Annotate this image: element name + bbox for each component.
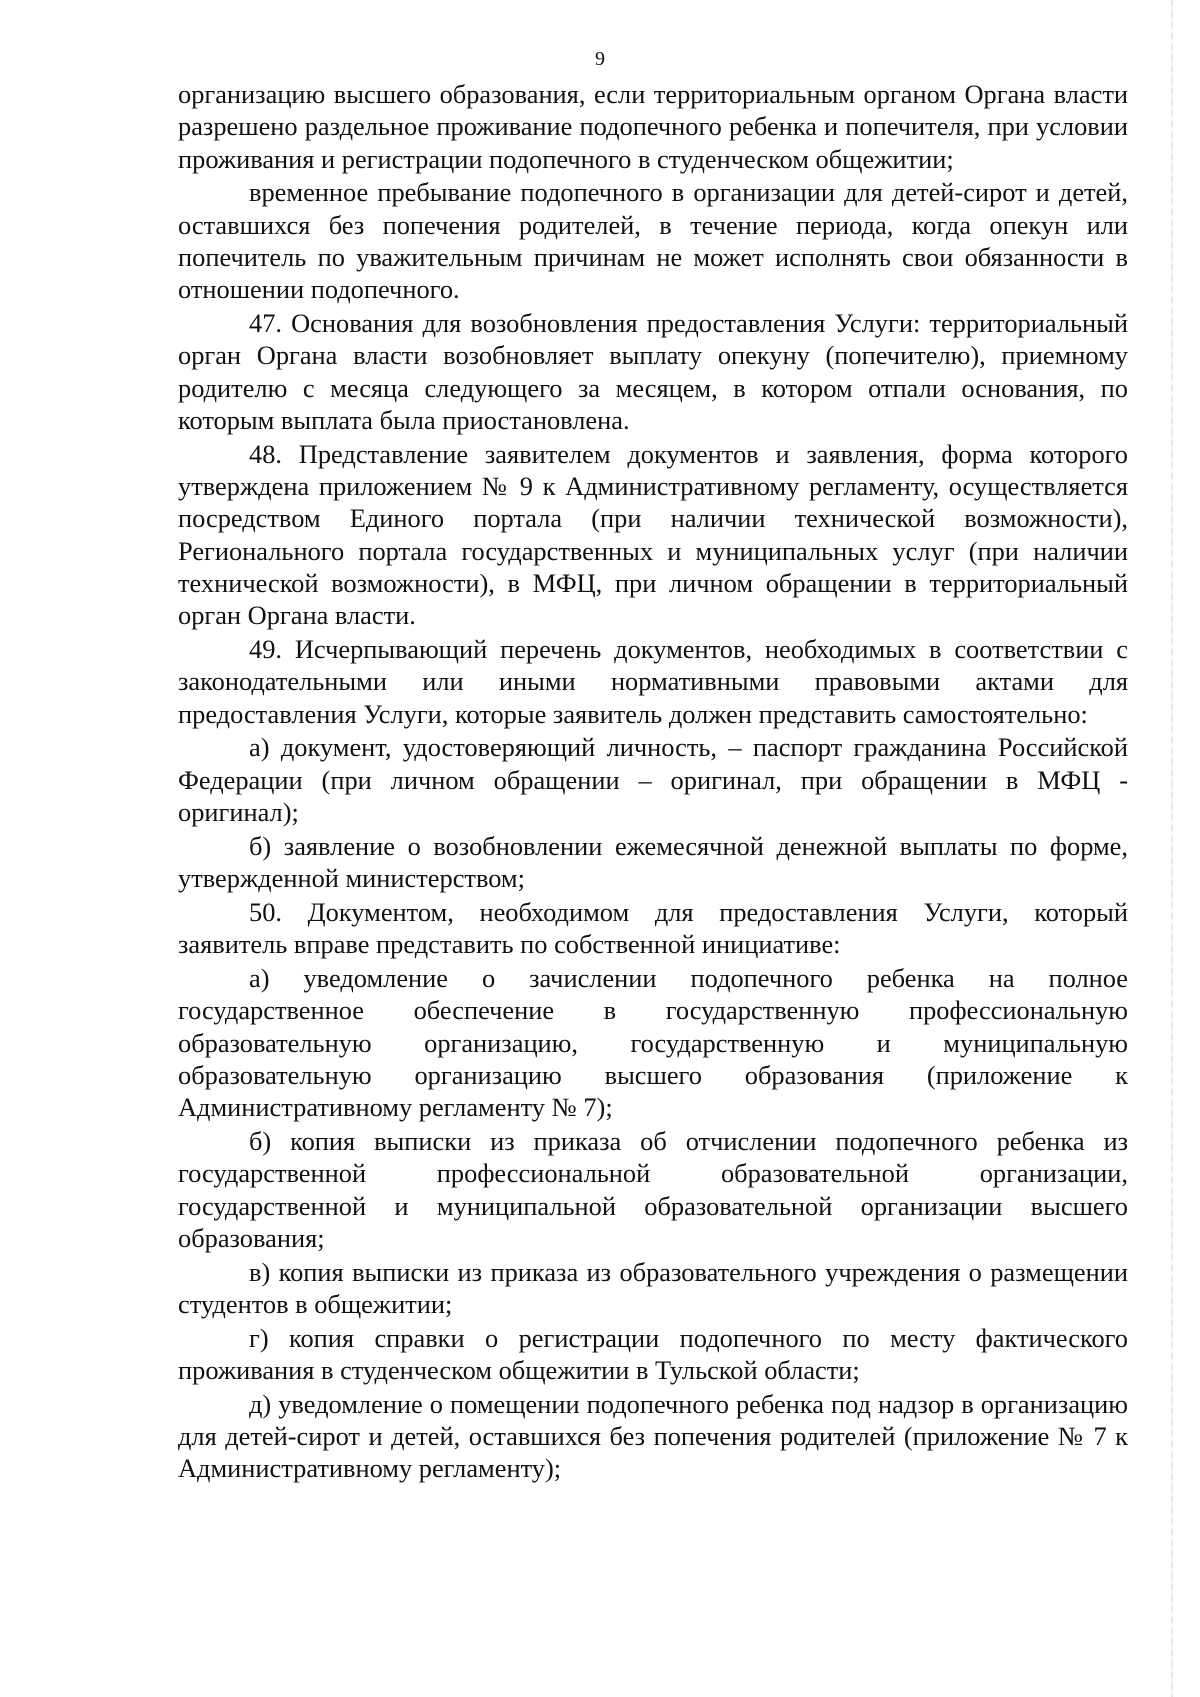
scan-edge-line: [1171, 0, 1173, 1697]
paragraph-50-a: а) уведомление о зачислении подопечного ребенка на полное государственное обеспечение в государственную профессиональную образовательную организацию, государственную и муниципальную образовательную организацию высшего образования (приложение к Административному регламенту № 7);: [178, 963, 1128, 1123]
document-body: [178, 78, 1128, 1486]
paragraph-50-g: г) копия справки о регистрации подопечного по месту фактического проживания в студенческом общежитии в Тульской области;: [178, 1322, 1128, 1386]
paragraph-47: 47. Основания для возобновления предоставления Услуги: территориальный орган Органа власти возобновляет выплату опекуну (попечителю), приемному родителю с месяца следующего за месяцем, в котором отпали основания, по которым выплата была приостановлена.: [178, 308, 1128, 435]
paragraph-50-v: в) копия выписки из приказа из образовательного учреждения о размещении студентов в общежитии;: [178, 1256, 1128, 1319]
paragraph-49-b: б) заявление о возобновлении ежемесячной денежной выплаты по форме, утвержденной министерством;: [178, 830, 1128, 894]
paragraph-49: 49. Исчерпывающий перечень документов, необходимых в соответствии с законодательными или иными нормативными правовыми актами для предоставления Услуги, которые заявитель должен представить самостоятельно:: [178, 634, 1128, 729]
paragraph-50: 50. Документом, необходимом для предоставления Услуги, который заявитель вправе представить по собственной инициативе:: [178, 896, 1128, 960]
paragraph-48: 48. Представление заявителем документов и заявления, форма которого утверждена приложением № 9 к Административному регламенту, осуществляется посредством Единого портала (при наличии технической возможности), Регионального портала государственных и муниципальных услуг (при наличии технической возможности), в МФЦ, при личном обращении в территориальный орган Органа власти.: [178, 438, 1128, 631]
paragraph-temporary-stay: временное пребывание подопечного в организации для детей-сирот и детей, оставшихся без попечения родителей, в течение периода, когда опекун или попечитель по уважительным причинам не может исполнять свои обязанности в отношении подопечного.: [178, 177, 1128, 305]
paragraph-50-b: б) копия выписки из приказа об отчислении подопечного ребенка из государственной профессиональной образовательной организации, государственной и муниципальной образовательной организации высшего образования;: [178, 1126, 1128, 1253]
paragraph-49-a: а) документ, удостоверяющий личность, – паспорт гражданина Российской Федерации (при личном обращении – оригинал, при обращении в МФЦ - оригинал);: [178, 732, 1128, 828]
page-number: 9: [595, 48, 605, 70]
paragraph-continuation: организацию высшего образования, если территориальным органом Органа власти разрешено раздельное проживание подопечного ребенка и попечителя, при условии проживания и регистрации подопечного в студенческом общежитии;: [178, 79, 1128, 174]
paragraph-50-d: д) уведомление о помещении подопечного ребенка под надзор в организацию для детей-сирот и детей, оставшихся без попечения родителей (приложение № 7 к Административному регламенту);: [178, 1388, 1128, 1484]
